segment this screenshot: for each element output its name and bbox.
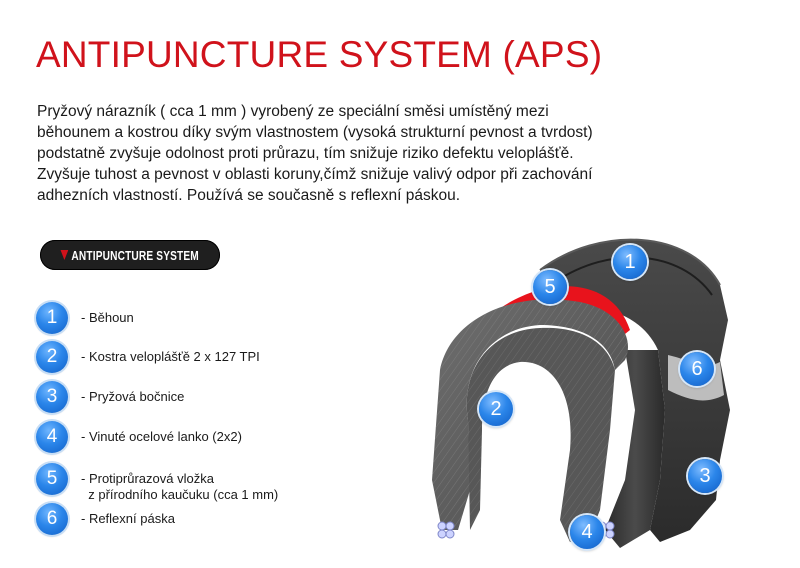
diagram-marker-6: 6 [680,352,714,386]
legend-label: - Reflexní páska [81,511,175,526]
legend-item [36,302,134,334]
description-line: Pryžový nárazník ( cca 1 mm ) vyrobený ze speciální směsi umístěný mezi [37,103,549,120]
description-line: adhezních vlastností. Používá se současně s reflexní páskou. [37,187,461,204]
legend-label: - Protiprůrazová vložka z přírodního kaučuku (cca 1 mm) [81,471,279,502]
legend-label: - Kostra veloplášťě 2 x 127 TPI [81,349,260,364]
diagram-marker-2: 2 [479,392,513,426]
legend-label: - Vinuté ocelové lanko (2x2) [81,429,242,444]
number-badge: 3 [36,381,68,413]
description-line: Zvyšuje tuhost a pevnost v oblasti koruny,čímž snižuje valivý odpor při zachování [37,166,593,183]
number-badge: 5 [36,463,68,495]
diagram-marker-4: 4 [570,515,604,549]
description-line: podstatně zvyšuje odolnost proti průrazu, tím snižuje riziko defektu veloplášťě. [37,145,574,162]
legend-item [36,341,260,373]
diagram-marker-3: 3 [688,459,722,493]
legend-item [36,463,278,503]
legend-item [36,381,184,413]
tire-illustration [420,230,760,560]
legend-item [36,503,175,535]
legend-label: - Běhoun [81,310,134,325]
aps-logo-text: ANTIPUNCTURE SYSTEM [71,247,200,263]
number-badge: 4 [36,421,68,453]
number-badge: 1 [36,302,68,334]
tire-cross-section-diagram [420,230,760,560]
aps-logo [40,240,220,270]
legend-item [36,421,242,453]
description [37,101,677,206]
diagram-marker-5: 5 [533,270,567,304]
triangle-warning-icon [61,250,69,260]
number-badge: 2 [36,341,68,373]
legend-label: - Pryžová bočnice [81,389,185,404]
description-line: běhounem a kostrou díky svým vlastnostem (vysoká strukturní pevnost a tvrdost) [37,124,593,141]
number-badge: 6 [36,503,68,535]
page-title: ANTIPUNCTURE SYSTEM (APS) [36,34,603,75]
diagram-marker-1: 1 [613,245,647,279]
